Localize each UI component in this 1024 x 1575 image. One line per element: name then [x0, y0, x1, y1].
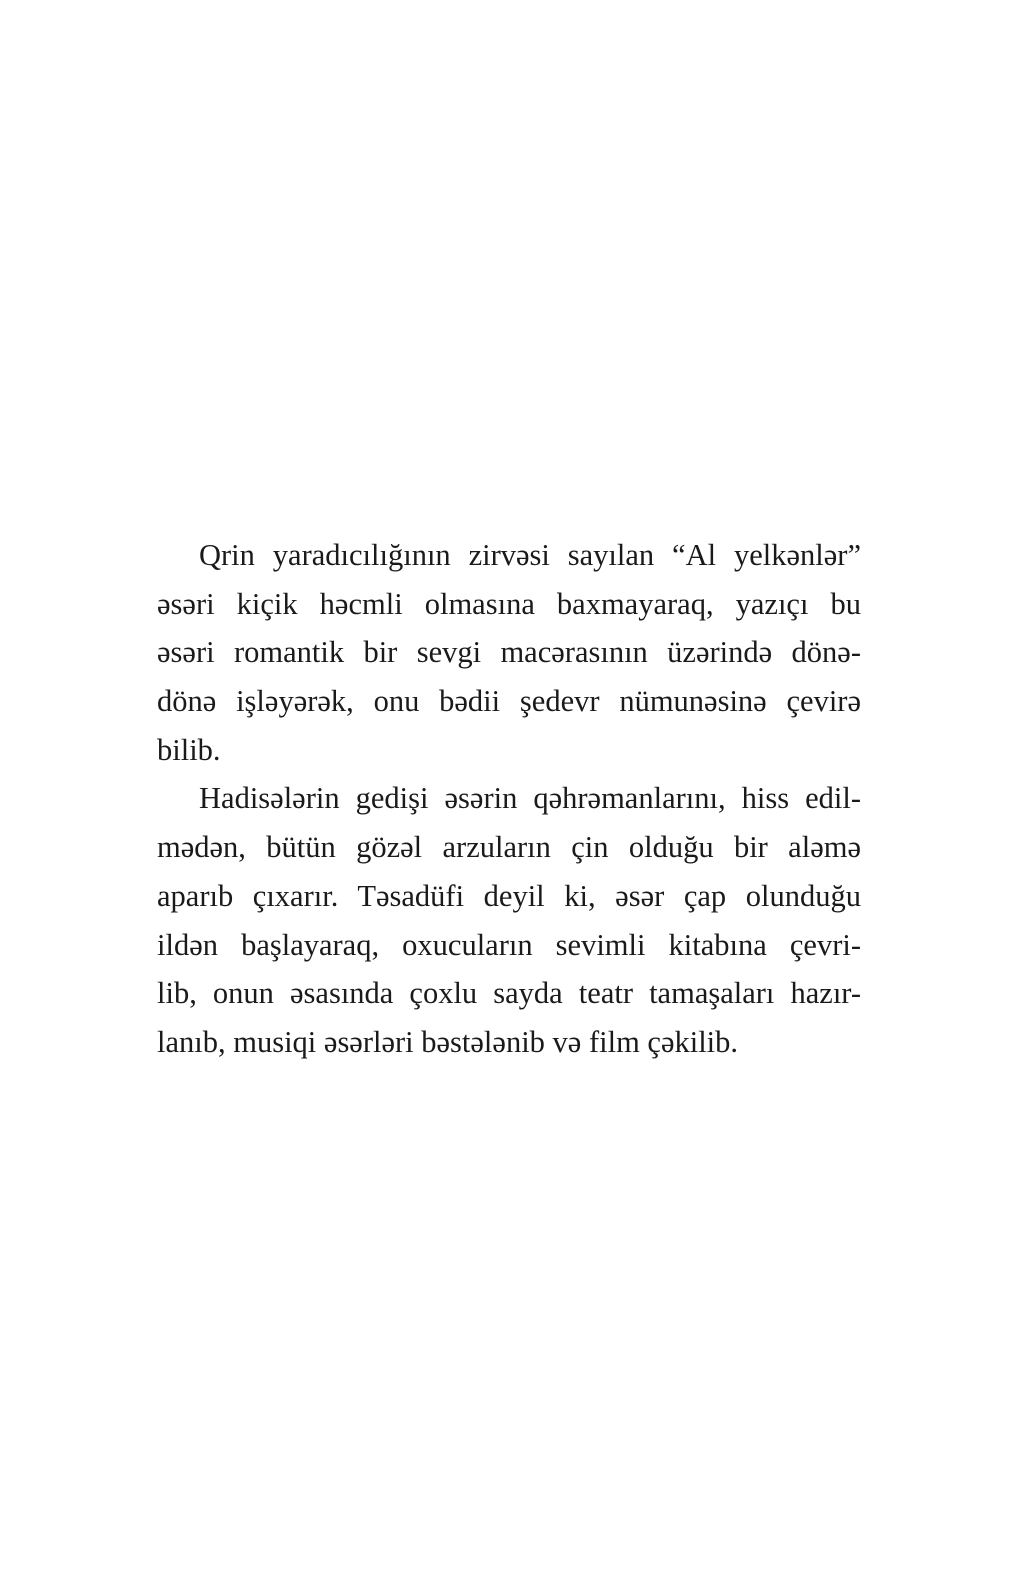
text-line: Qrin yaradıcılığının zirvəsi sayılan “Al yelkənlər”	[199, 538, 861, 572]
text-line: aparıb çıxarır. Təsadüfi deyil ki, əsər çap olunduğu	[157, 878, 861, 913]
text-line: əsəri romantik bir sevgi macərasının üzərində dönə-	[157, 635, 861, 670]
text-line: lanıb, musiqi əsərləri bəstələnib və film çəkilib.	[157, 1024, 739, 1059]
paragraph-1	[157, 531, 861, 774]
text-line: Hadisələrin gedişi əsərin qəhrəmanlarını, hiss edil-	[199, 781, 861, 816]
body-text	[157, 531, 861, 1067]
text-line: mədən, bütün gözəl arzuların çin olduğu bir aləmə	[157, 830, 861, 865]
text-line: dönə işləyərək, onu bədii şedevr nümunəsinə çevirə	[157, 684, 861, 719]
text-line: lib, onun əsasında çoxlu sayda teatr tamaşaları hazır-	[157, 976, 861, 1011]
paragraph-2	[157, 774, 861, 1066]
text-line: ildən başlayaraq, oxucuların sevimli kitabına çevri-	[157, 927, 861, 962]
text-line: əsəri kiçik həcmli olmasına baxmayaraq, yazıçı bu	[157, 586, 861, 621]
text-line: bilib.	[157, 732, 221, 767]
